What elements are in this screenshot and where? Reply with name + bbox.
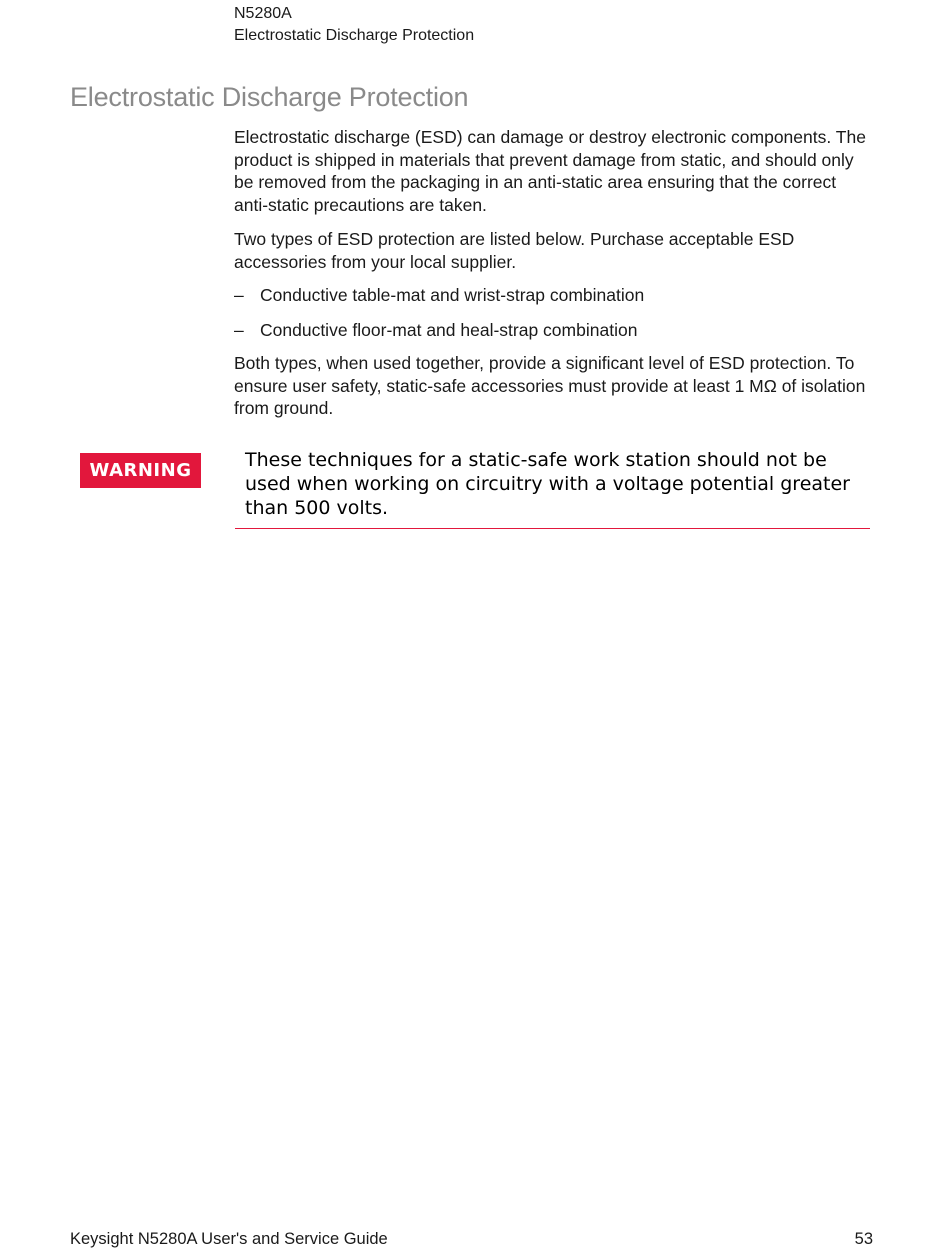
dash-marker: – — [234, 319, 244, 340]
running-header — [234, 3, 474, 47]
header-model: N5280A — [234, 5, 292, 22]
footer-title: Keysight N5280A User's and Service Guide — [70, 1230, 388, 1248]
warning-badge: WARNING — [80, 453, 201, 488]
both-types-paragraph: Both types, when used together, provide a significant level of ESD protection. To ensure user safety, static-safe accessories must provide at least 1 MΩ of isolation from ground. — [234, 353, 866, 418]
types-paragraph: Two types of ESD protection are listed below. Purchase acceptable ESD accessories from your local supplier. — [234, 229, 795, 272]
page-number: 53 — [854, 1230, 873, 1248]
dash-marker: – — [234, 285, 244, 305]
list-item — [234, 319, 874, 342]
esd-protection-list — [234, 284, 874, 353]
list-item — [234, 284, 874, 307]
warning-text: These techniques for a static-safe work station should not be used when working on circuitry with a voltage potential greater than 500 volts. — [245, 449, 850, 519]
list-item-text: Conductive floor-mat and heal-strap combination — [260, 319, 638, 340]
list-item-text: Conductive table-mat and wrist-strap combination — [260, 285, 645, 305]
warning-divider — [235, 528, 870, 529]
intro-paragraph: Electrostatic discharge (ESD) can damage or destroy electronic components. The product is shipped in materials that prevent damage from static, and should only be removed from the packaging in an anti-static area ensuring that the correct anti-static precautions are taken. — [234, 127, 866, 215]
section-title: Electrostatic Discharge Protection — [70, 82, 469, 112]
header-section: Electrostatic Discharge Protection — [234, 27, 475, 44]
